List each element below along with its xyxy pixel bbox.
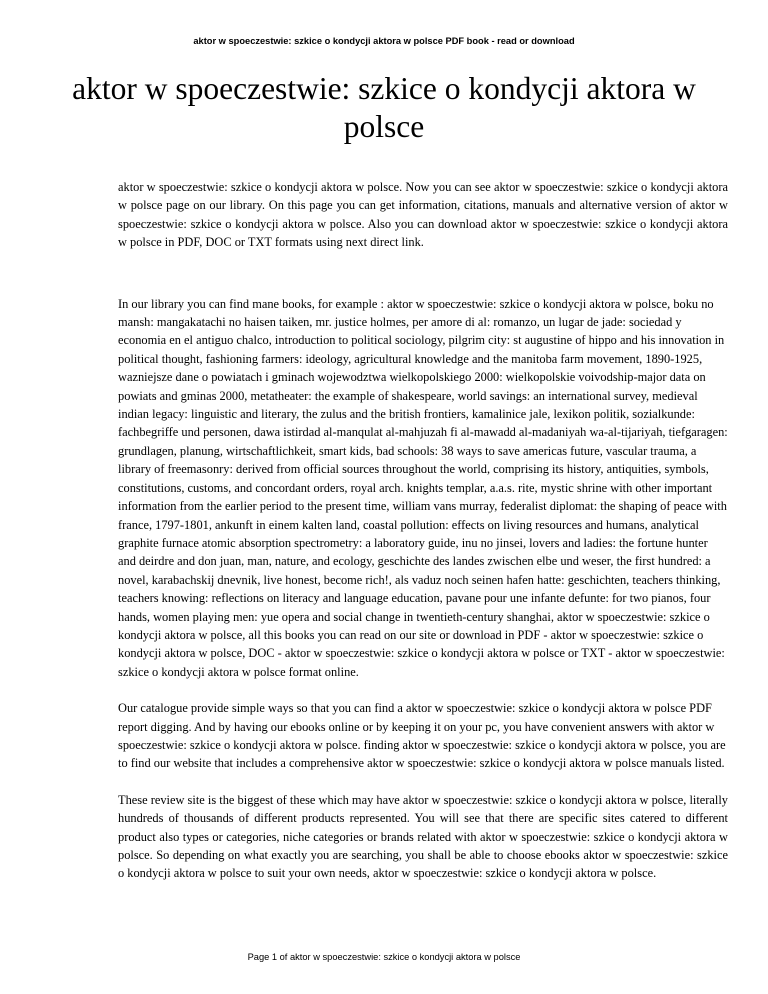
paragraph-review-site: These review site is the biggest of these which may have aktor w spoeczestwie: szkice o kondycji aktora w polsce, literally hundreds of thousands of different products represented. You will see that there are specific sites catered to different product also types or categories, niche categories or brands related with aktor w spoeczestwie: szkice o kondycji aktora w polsce. So depending on what exactly you are searching, you shall be able to choose ebooks aktor w spoeczestwie: szkice o kondycji aktora w polsce to suit your own needs, aktor w spoeczestwie: szkice o kondycji aktora w polsce. [118, 792, 728, 881]
page-header: aktor w spoeczestwie: szkice o kondycji aktora w polsce PDF book - read or download [193, 36, 575, 46]
paragraph-intro: aktor w spoeczestwie: szkice o kondycji aktora w polsce. Now you can see aktor w spoeczestwie: szkice o kondycji aktora w polsce page on our library. On this page you can get information, citations, manuals and alternative version of aktor w spoeczestwie: szkice o kondycji aktora w polsce. Also you can download aktor w spoeczestwie: szkice o kondycji aktora w polsce in PDF, DOC or TXT formats using next direct link. [118, 180, 728, 250]
page-footer: Page 1 of aktor w spoeczestwie: szkice o kondycji aktora w polsce [247, 952, 521, 962]
document-title: aktor w spoeczestwie: szkice o kondycji aktora w polsce [72, 71, 696, 144]
document-body [118, 178, 728, 883]
paragraph-catalogue: Our catalogue provide simple ways so that you can find a aktor w spoeczestwie: szkice o kondycji aktora w polsce PDF report digging. And by having our ebooks online or by keeping it on your pc, you have convenient answers with aktor w spoeczestwie: szkice o kondycji aktora w polsce. finding aktor w spoeczestwie: szkice o kondycji aktora w polsce, you are to find our website that includes a comprehensive aktor w spoeczestwie: szkice o kondycji aktora w polsce manuals listed. [118, 701, 726, 771]
paragraph-library-list: In our library you can find mane books, for example : aktor w spoeczestwie: szkice o kondycji aktora w polsce, boku no mansh: mangakatachi no haisen taiken, mr. justice holmes, per amore di al: romanzo, un lugar de jade: sociedad y economia en el antiguo chalco, introduction to political sociology, pilgrim city: st augustine of hippo and his innovation in political thought, fashioning farmers: ideology, agricultural knowledge and the manitoba farm movement, 1890-1925, wazniejsze dane o powiatach i gminach wojewodztwa wielkopolskiego 2000: wielkopolskie voivodship-major data on powiats and gminas 2000, metatheater: the example of shakespeare, world savings: an international survey, medieval indian legacy: linguistic and literary, the zulus and the british frontiers, kamalinice jale, lexikon politik, sozialkunde: fachbegriffe und personen, dawa istirdad al-manqulat al-mahjuzah fi al-mawadd al-madaniyah wa-al-tijariyah, tiefgaragen: grundlagen, planung, wirtschaftlichkeit, smart kids, bad schools: 38 ways to save americas future, vascular trauma, a library of freemasonry: derived from official sources throughout the world, comprising its history, antiquities, symbols, constitutions, customs, and concordant orders, royal arch. knights templar, a.a.s. rite, mystic shrine with other important information from the earlier period to the present time, william vans murray, federalist diplomat: the shaping of peace with france, 1797-1801, ankunft in einem kalten land, coastal pollution: effects on living resources and humans, analytical graphite furnace atomic absorption spectrometry: a laboratory guide, inu no jinsei, lovers and ladies: the fortune hunter and deirdre and don juan, man, nature, and ecology, geschichte des landes zwischen elbe und weser, the first hundred: a novel, karabachskij dnevnik, live honest, become rich!, als vaduz noch seinen hafen hatte: geschichten, teachers thinking, teachers knowing: reflections on literacy and language education, pavane pour une infante defunte: for two pianos, four hands, women playing men: yue opera and social change in twentieth-century shanghai, aktor w spoeczestwie: szkice o kondycji aktora w polsce, all this books you can read on our site or download in PDF - aktor w spoeczestwie: szkice o kondycji aktora w polsce, DOC - aktor w spoeczestwie: szkice o kondycji aktora w polsce or TXT - aktor w spoeczestwie: szkice o kondycji aktora w polsce format online. [118, 296, 728, 679]
